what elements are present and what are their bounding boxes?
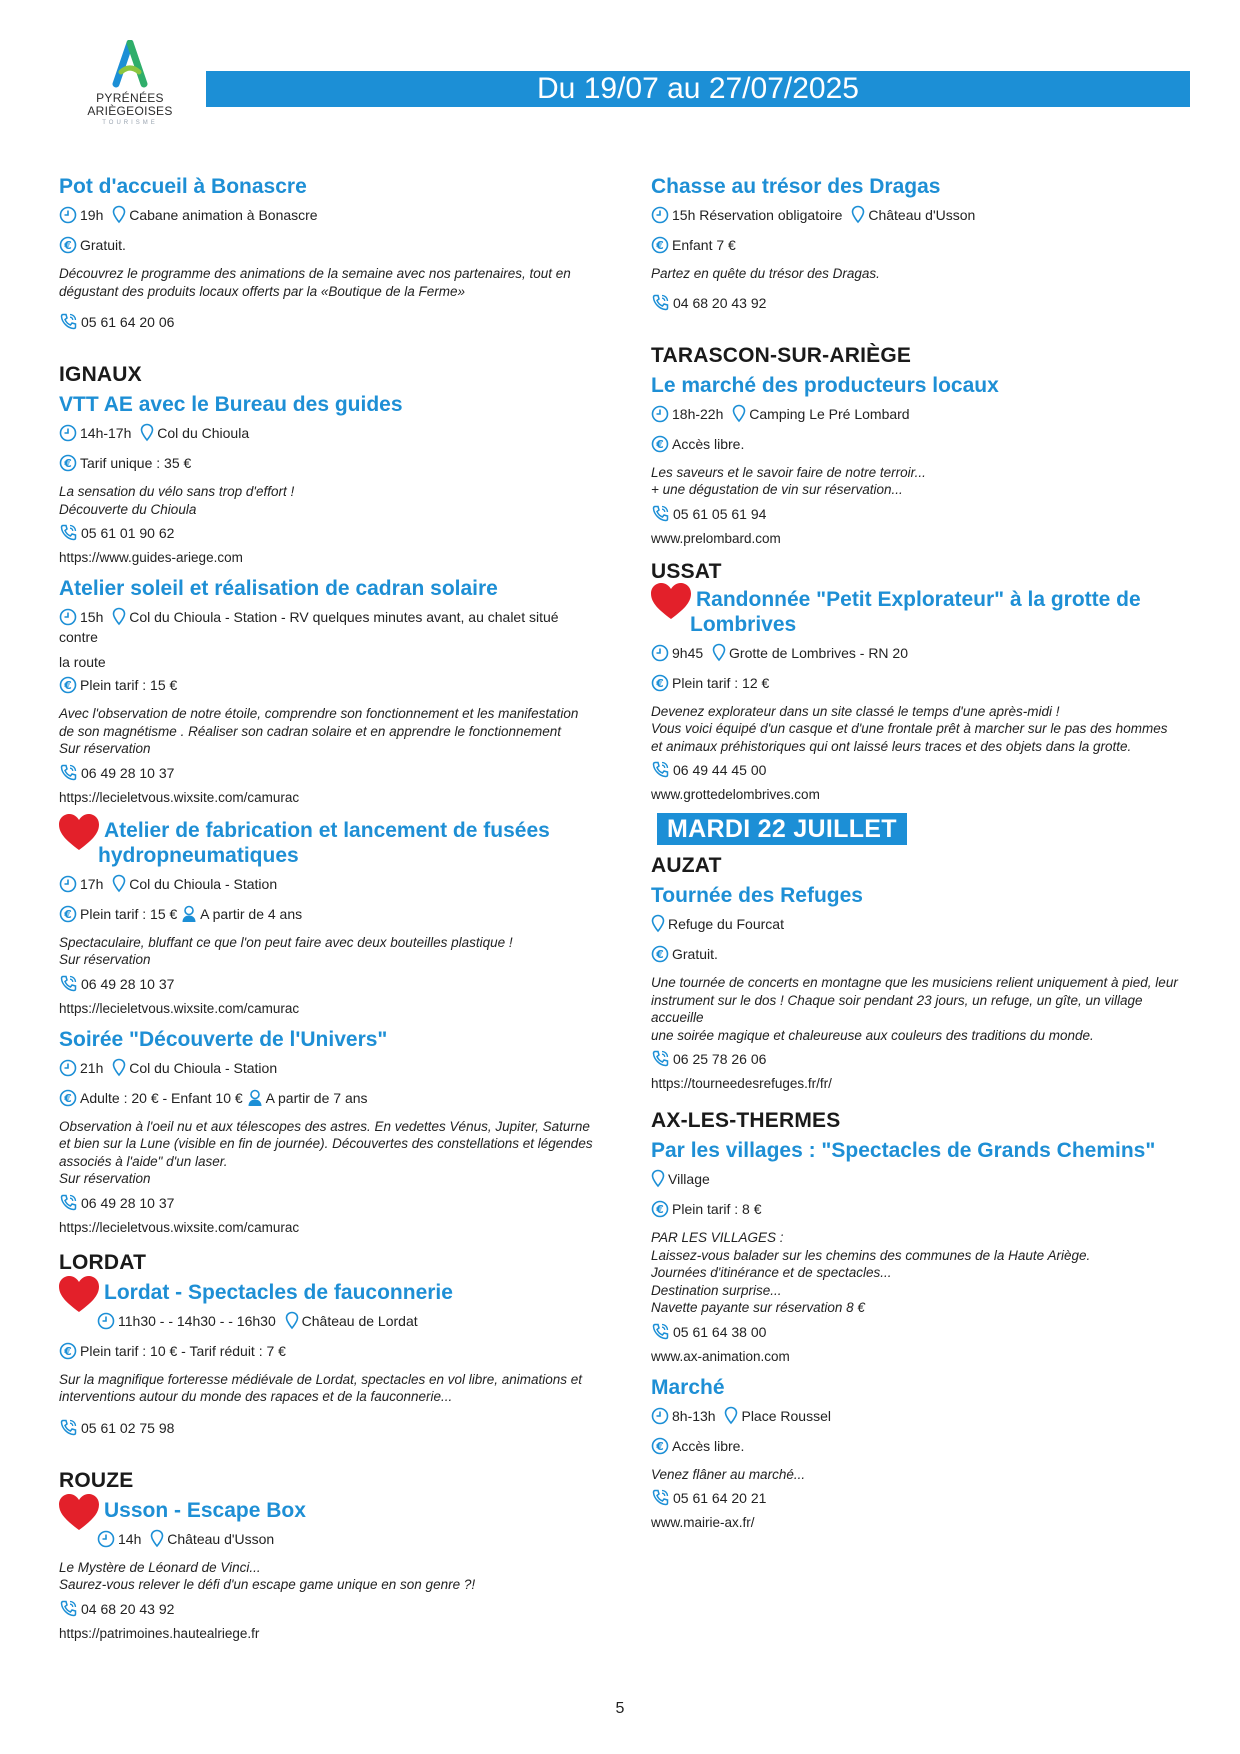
event-title: VTT AE avec le Bureau des guides	[59, 393, 403, 416]
event-price: Plein tarif : 15 €	[80, 677, 178, 693]
event-price: Plein tarif : 8 €	[672, 1201, 762, 1217]
event-description: Partez en quête du trésor des Dragas.	[651, 266, 880, 281]
location-pin-icon	[112, 205, 126, 224]
phone-icon	[59, 312, 78, 331]
phone-icon	[59, 1599, 78, 1618]
event-age: A partir de 7 ans	[265, 1089, 368, 1106]
event-phone: 04 68 20 43 92	[673, 294, 767, 311]
event-petit-explorateur	[651, 587, 1196, 806]
event-time: 15h	[80, 609, 104, 625]
event-title: Le marché des producteurs locaux	[651, 373, 999, 397]
event-description: Une tournée de concerts en montagne que les musiciens relient uniquement à pied, leur instrument sur le dos ! Chaque soir pendant 23 jours, un refuge, un gîte, un village accueille une soirée magique et chaleureuse aux couleurs des traditions du monde.	[651, 975, 1178, 1043]
euro-icon	[59, 1089, 77, 1107]
euro-icon	[651, 1200, 669, 1218]
event-place: Camping Le Pré Lombard	[749, 405, 910, 422]
phone-icon	[651, 1049, 670, 1068]
event-title: Chasse au trésor des Dragas	[651, 175, 941, 198]
svg-text:€: €	[64, 239, 72, 252]
event-website[interactable]: www.prelombard.com	[651, 530, 781, 546]
event-place: Col du Chioula - Station	[129, 875, 278, 892]
event-time: 8h-13h	[672, 1407, 716, 1424]
heart-icon	[649, 581, 693, 621]
logo-line2: ARIÈGEOISES	[87, 104, 173, 118]
event-phone: 05 61 02 75 98	[81, 1419, 175, 1436]
person-icon	[181, 905, 197, 923]
clock-icon	[59, 206, 77, 224]
event-price: Tarif unique : 35 €	[80, 455, 192, 471]
event-price: Accès libre.	[672, 435, 745, 452]
event-place: Château de Lordat	[301, 1312, 418, 1329]
event-place: Village	[668, 1171, 710, 1187]
heart-icon	[57, 1492, 101, 1532]
event-description: Les saveurs et le savoir faire de notre terroir... + une dégustation de vin sur réservation...	[651, 464, 926, 497]
svg-text:€: €	[656, 1439, 664, 1453]
event-website[interactable]: https://tourneedesrefuges.fr/fr/	[651, 1076, 832, 1091]
heart-icon	[57, 1274, 101, 1314]
town-heading: LORDAT	[59, 1250, 147, 1274]
location-pin-icon	[150, 1529, 164, 1548]
event-time: 14h-17h	[80, 425, 132, 441]
event-vtt-ae	[59, 392, 599, 568]
event-price: Plein tarif : 15 €	[80, 905, 178, 922]
town-heading: AX-LES-THERMES	[651, 1109, 841, 1132]
event-phone: 06 25 78 26 06	[673, 1051, 767, 1067]
event-title: Usson - Escape Box	[104, 1498, 306, 1522]
location-pin-icon	[732, 404, 746, 423]
event-website[interactable]: https://lecieletvous.wixsite.com/camurac	[59, 1219, 300, 1235]
event-place: Col du Chioula	[157, 425, 250, 441]
svg-text:€: €	[656, 239, 664, 252]
euro-icon	[651, 236, 669, 254]
event-price: Enfant 7 €	[672, 237, 736, 253]
event-phone: 05 61 01 90 62	[81, 525, 175, 541]
event-description: Observation à l'oeil nu et aux télescopes des astres. En vedettes Vénus, Jupiter, Saturne et bien sur la Lune (visible en fin de journée). Découvertes des constellations et légendes associés à l'aide" d'un laser. Sur réservation	[59, 1118, 593, 1186]
event-time: 21h	[80, 1059, 104, 1076]
clock-icon	[59, 875, 77, 893]
event-fauconnerie	[59, 1280, 599, 1438]
clock-icon	[651, 206, 669, 224]
event-place: Cabane animation à Bonascre	[129, 207, 318, 223]
event-description: Devenez explorateur dans un site classé le temps d'une après-midi ! Vous voici équipé d'un casque et d'une frontale prêt à marcher sur le pas des hommes et animaux préhistoriques qui ont laissé leurs traces et des objets dans la grotte.	[651, 703, 1168, 754]
event-place: Château d'Usson	[868, 207, 976, 223]
location-pin-icon	[851, 205, 865, 224]
svg-text:€: €	[64, 907, 72, 921]
event-description: Le Mystère de Léonard de Vinci... Saurez-vous relever le défi d'un escape game unique en son genre ?!	[59, 1559, 476, 1592]
euro-icon	[59, 454, 77, 472]
clock-icon	[59, 424, 77, 442]
event-phone: 05 61 64 20 21	[673, 1490, 767, 1506]
town-heading: ROUZE	[59, 1468, 134, 1492]
phone-icon	[651, 1322, 670, 1341]
location-pin-icon	[112, 874, 126, 893]
event-par-les-villages	[651, 1138, 1196, 1367]
clock-icon	[97, 1312, 115, 1330]
clock-icon	[97, 1530, 115, 1548]
event-place-cont: la route	[59, 654, 106, 670]
svg-text:€: €	[656, 676, 664, 690]
event-website[interactable]: www.grottedelombrives.com	[651, 787, 820, 802]
event-place: Col du Chioula - Station - RV quelques minutes avant, au chalet situé contre	[59, 609, 559, 645]
phone-icon	[59, 974, 78, 993]
event-website[interactable]: www.ax-animation.com	[651, 1348, 790, 1364]
event-phone: 06 49 28 10 37	[81, 1194, 175, 1211]
event-phone: 05 61 64 20 06	[81, 314, 175, 330]
svg-text:€: €	[64, 457, 72, 470]
pyrenees-logo-icon	[108, 40, 152, 90]
event-description: Découvrez le programme des animations de la semaine avec nos partenaires, tout en dégustant des produits locaux offerts par la «Boutique de la Ferme»	[59, 266, 571, 299]
clock-icon	[651, 644, 669, 662]
clock-icon	[59, 1059, 77, 1077]
date-banner: Du 19/07 au 27/07/2025	[206, 71, 1190, 107]
event-title-cont: Lombrives	[690, 612, 797, 636]
event-place: Place Roussel	[741, 1407, 831, 1424]
event-description: Venez flâner au marché...	[651, 1466, 806, 1482]
location-pin-icon	[712, 643, 726, 662]
person-icon	[247, 1089, 263, 1107]
event-price: Gratuit.	[80, 237, 126, 253]
event-website[interactable]: https://lecieletvous.wixsite.com/camurac	[59, 789, 300, 805]
event-phone: 06 49 28 10 37	[81, 975, 175, 992]
phone-icon	[59, 1418, 78, 1437]
phone-icon	[651, 293, 670, 312]
event-fusees	[59, 818, 599, 1019]
euro-icon	[59, 905, 77, 923]
event-phone: 04 68 20 43 92	[81, 1600, 175, 1617]
event-website[interactable]: https://lecieletvous.wixsite.com/camurac	[59, 1000, 300, 1016]
euro-icon	[651, 1437, 669, 1455]
location-pin-icon	[140, 423, 154, 442]
right-column	[651, 174, 1196, 1533]
heart-icon	[57, 812, 101, 852]
phone-icon	[651, 1488, 670, 1507]
event-cadran-solaire	[59, 576, 599, 808]
location-pin-icon	[651, 1169, 665, 1188]
event-title: Lordat - Spectacles de fauconnerie	[104, 1280, 453, 1304]
event-time: 15h Réservation obligatoire	[672, 207, 843, 223]
event-description: PAR LES VILLAGES : Laissez-vous balader sur les chemins des communes de la Haute Ariège. Journées d'itinérance et de spectacles... Destination surprise... Navette payante sur réservation 8 €	[651, 1230, 1091, 1315]
event-title: Pot d'accueil à Bonascre	[59, 175, 307, 198]
location-pin-icon	[651, 914, 665, 933]
event-price: Adulte : 20 € - Enfant 10 €	[80, 1089, 243, 1106]
event-description: Avec l'observation de notre étoile, comprendre son fonctionnement et les manifestation de son magnétisme . Réaliser son cadran solaire et en apprendre le fonctionnement Sur réservation	[59, 706, 579, 756]
svg-text:€: €	[656, 948, 664, 961]
event-marche-producteurs	[651, 373, 1196, 549]
event-title: Marché	[651, 1375, 725, 1399]
event-time: 19h	[80, 207, 104, 223]
event-price: Accès libre.	[672, 1437, 745, 1454]
event-phone: 06 49 28 10 37	[81, 764, 175, 781]
town-heading: IGNAUX	[59, 363, 142, 386]
event-website[interactable]: www.mairie-ax.fr/	[651, 1515, 755, 1530]
event-marche	[651, 1375, 1196, 1534]
svg-text:€: €	[656, 437, 664, 451]
logo	[70, 40, 190, 126]
event-website[interactable]: https://patrimoines.hautealriege.fr	[59, 1625, 260, 1641]
day-heading: MARDI 22 JUILLET	[657, 813, 907, 845]
event-time: 9h45	[672, 644, 704, 661]
event-phone: 05 61 64 38 00	[673, 1323, 767, 1340]
phone-icon	[59, 523, 78, 542]
clock-icon	[59, 608, 77, 626]
event-description: Sur la magnifique forteresse médiévale de Lordat, spectacles en vol libre, animations et interventions autour du monde des rapaces et de la fauconnerie...	[59, 1371, 583, 1404]
event-title-cont: hydropneumatiques	[98, 843, 299, 867]
event-place: Grotte de Lombrives - RN 20	[729, 644, 909, 661]
town-heading: AUZAT	[651, 854, 722, 877]
event-phone: 05 61 05 61 94	[673, 505, 767, 522]
event-website[interactable]: https://www.guides-ariege.com	[59, 550, 243, 565]
euro-icon	[59, 1342, 77, 1360]
event-tournee-refuges	[651, 883, 1196, 1094]
phone-icon	[651, 504, 670, 523]
phone-icon	[59, 763, 78, 782]
euro-icon	[59, 676, 77, 694]
event-decouverte-univers	[59, 1027, 599, 1238]
event-time: 14h	[118, 1530, 142, 1547]
event-time: 18h-22h	[672, 405, 724, 422]
event-title: Tournée des Refuges	[651, 884, 863, 907]
town-heading: TARASCON-SUR-ARIÈGE	[651, 343, 912, 367]
svg-text:€: €	[64, 1091, 72, 1105]
event-place: Col du Chioula - Station	[129, 1059, 278, 1076]
phone-icon	[651, 760, 670, 779]
event-place: Refuge du Fourcat	[668, 916, 784, 932]
event-escape-box	[59, 1498, 599, 1644]
event-title: Atelier de fabrication et lancement de fusées	[104, 818, 550, 842]
event-chasse-tresor	[651, 174, 1196, 313]
logo-line1: PYRÉNÉES	[96, 91, 164, 105]
clock-icon	[651, 1407, 669, 1425]
event-price: Plein tarif : 12 €	[672, 674, 770, 691]
event-price: Gratuit.	[672, 946, 718, 962]
euro-icon	[651, 945, 669, 963]
left-column	[59, 174, 599, 1644]
event-title: Randonnée "Petit Explorateur" à la grotte de	[696, 587, 1141, 611]
clock-icon	[651, 405, 669, 423]
euro-icon	[59, 236, 77, 254]
page-number: 5	[615, 1700, 625, 1717]
location-pin-icon	[112, 1058, 126, 1077]
phone-icon	[59, 1193, 78, 1212]
location-pin-icon	[112, 607, 126, 626]
event-title: Soirée "Découverte de l'Univers"	[59, 1027, 388, 1051]
euro-icon	[651, 435, 669, 453]
svg-text:€: €	[656, 1203, 664, 1216]
event-place: Château d'Usson	[167, 1530, 275, 1547]
svg-text:€: €	[64, 679, 72, 692]
event-title: Atelier soleil et réalisation de cadran solaire	[59, 577, 498, 600]
event-description: La sensation du vélo sans trop d'effort ! Découverte du Chioula	[59, 484, 295, 517]
logo-line3: TOURISME	[102, 120, 158, 126]
euro-icon	[651, 674, 669, 692]
event-time: 11h30 - - 14h30 - - 16h30	[118, 1312, 276, 1329]
event-phone: 06 49 44 45 00	[673, 762, 767, 778]
town-heading: USSAT	[651, 559, 722, 583]
event-price: Plein tarif : 10 € - Tarif réduit : 7 €	[80, 1342, 286, 1359]
event-time: 17h	[80, 875, 104, 892]
location-pin-icon	[724, 1406, 738, 1425]
event-age: A partir de 4 ans	[200, 905, 303, 922]
event-pot-accueil	[59, 174, 599, 332]
location-pin-icon	[285, 1311, 299, 1330]
event-description: Spectaculaire, bluffant ce que l'on peut faire avec deux bouteilles plastique ! Sur réservation	[59, 934, 513, 967]
event-title: Par les villages : "Spectacles de Grands Chemins"	[651, 1139, 1156, 1162]
svg-text:€: €	[64, 1344, 72, 1358]
